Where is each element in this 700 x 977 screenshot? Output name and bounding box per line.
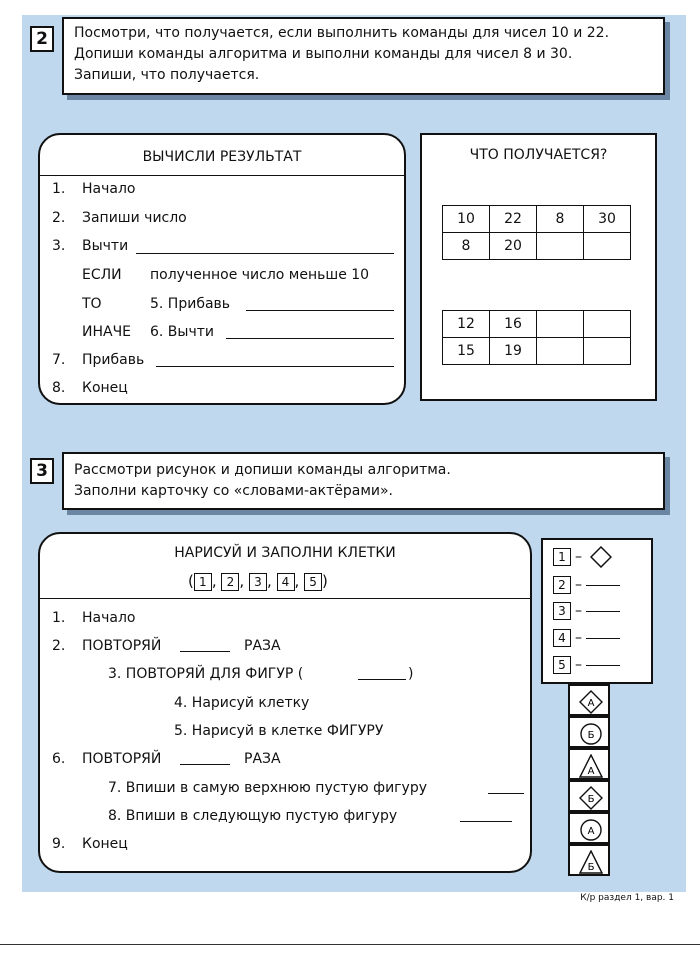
else-keyword: ИНАЧЕ xyxy=(82,324,132,340)
step-8-text: Конец xyxy=(82,380,128,396)
cell: 20 xyxy=(490,233,537,260)
cell-input[interactable] xyxy=(537,311,584,338)
legend-key-2: 2 xyxy=(553,576,571,594)
legend-row-4[interactable] xyxy=(553,629,620,647)
legend-key-3: 3 xyxy=(553,602,571,620)
task3-number: 3 xyxy=(30,458,54,484)
cell-input[interactable] xyxy=(537,233,584,260)
cell-1: 1 xyxy=(194,573,212,591)
triangle-icon xyxy=(579,754,603,778)
results-table-1 xyxy=(442,205,631,260)
compute-result-card xyxy=(38,133,406,405)
legend-key-5: 5 xyxy=(553,656,571,674)
step-7-num: 7. xyxy=(52,352,66,368)
task2-instructions xyxy=(62,17,665,95)
cell-4: 4 xyxy=(277,573,295,591)
legend-row-5[interactable] xyxy=(553,656,620,674)
legend-dash: – xyxy=(575,577,582,593)
results-title: ЧТО ПОЛУЧАЕТСЯ? xyxy=(469,147,608,163)
close-paren: ) xyxy=(322,572,328,590)
compute-result-title: ВЫЧИСЛИ РЕЗУЛЬТАТ xyxy=(142,149,302,165)
step-1-num: 1. xyxy=(52,610,66,626)
legend-blank[interactable] xyxy=(586,638,620,639)
step-6-times: РАЗА xyxy=(244,751,281,767)
figure-cell-3[interactable] xyxy=(568,748,610,780)
legend-dash: – xyxy=(575,603,582,619)
step-5-text: 5. Нарисуй в клетке ФИГУРУ xyxy=(174,723,384,739)
cells-row: ( 1 , 2 , 3 , 4 , 5 ) xyxy=(188,572,328,590)
step-2-blank[interactable] xyxy=(180,651,230,652)
task2-number: 2 xyxy=(30,26,54,52)
word-actors-card xyxy=(541,538,653,684)
legend-blank[interactable] xyxy=(586,665,620,666)
figure-letter: А xyxy=(587,766,595,777)
cell: 19 xyxy=(490,338,537,365)
cell-input[interactable] xyxy=(584,233,631,260)
step-2-num: 2. xyxy=(52,638,66,654)
figure-letter: Б xyxy=(587,794,595,805)
if-keyword: ЕСЛИ xyxy=(82,267,122,283)
legend-dash: – xyxy=(575,630,582,646)
step-7-text: 7. Впиши в самую верхнюю пустую фигуру xyxy=(108,780,427,796)
title-divider xyxy=(40,598,530,599)
draw-fill-card xyxy=(38,532,532,873)
cell-input[interactable] xyxy=(584,338,631,365)
legend-row-2[interactable] xyxy=(553,576,620,594)
step-6-num: 6. xyxy=(52,751,66,767)
step-1-text: Начало xyxy=(82,181,136,197)
step-3-num: 3. xyxy=(52,238,66,254)
step-3-text: 3. ПОВТОРЯЙ ДЛЯ ФИГУР ( xyxy=(108,666,304,682)
cell-3: 3 xyxy=(249,573,267,591)
results-panel xyxy=(420,133,657,401)
figure-letter: А xyxy=(587,698,595,709)
step-4-text: 4. Нарисуй клетку xyxy=(174,695,310,711)
legend-blank[interactable] xyxy=(586,611,620,612)
legend-row-1 xyxy=(553,546,612,568)
task2-line-1: Посмотри, что получается, если выполнить команды для чисел 10 и 22. xyxy=(74,25,610,41)
legend-row-3[interactable] xyxy=(553,602,620,620)
results-table-2 xyxy=(442,310,631,365)
cell-5: 5 xyxy=(304,573,322,591)
step-2-num: 2. xyxy=(52,210,66,226)
step-8-num: 8. xyxy=(52,380,66,396)
task2-line-2: Допиши команды алгоритма и выполни команды для чисел 8 и 30. xyxy=(74,46,573,62)
step-9-num: 9. xyxy=(52,836,66,852)
title-divider xyxy=(40,175,404,176)
step-1-num: 1. xyxy=(52,181,66,197)
step-2-repeat: ПОВТОРЯЙ xyxy=(82,638,162,654)
cell-2: 2 xyxy=(221,573,239,591)
legend-key-1: 1 xyxy=(553,548,571,566)
step-2-text: Запиши число xyxy=(82,210,187,226)
step-6-blank[interactable] xyxy=(180,764,230,765)
step-3-close: ) xyxy=(408,666,414,682)
step-8-text: 8. Впиши в следующую пустую фигуру xyxy=(108,808,398,824)
then-keyword: ТО xyxy=(82,296,102,312)
figure-letter: Б xyxy=(587,730,595,741)
open-paren: ( xyxy=(188,572,194,590)
step-3-blank[interactable] xyxy=(136,253,394,254)
step-3-text: Вычти xyxy=(82,238,129,254)
diamond-icon xyxy=(590,546,612,568)
step-6-repeat: ПОВТОРЯЙ xyxy=(82,751,162,767)
figure-letter: А xyxy=(587,826,595,837)
step-7-text: Прибавь xyxy=(82,352,145,368)
task2-line-3: Запиши, что получается. xyxy=(74,67,260,83)
cell: 10 xyxy=(443,206,490,233)
step-2-times: РАЗА xyxy=(244,638,281,654)
footer-label: К/р раздел 1, вар. 1 xyxy=(580,893,674,903)
cell: 16 xyxy=(490,311,537,338)
legend-key-4: 4 xyxy=(553,629,571,647)
cell: 15 xyxy=(443,338,490,365)
cell: 8 xyxy=(443,233,490,260)
else-blank[interactable] xyxy=(226,338,394,339)
step-1-text: Начало xyxy=(82,610,136,626)
task3-line-1: Рассмотри рисунок и допиши команды алгоритма. xyxy=(74,462,451,478)
draw-fill-title: НАРИСУЙ И ЗАПОЛНИ КЛЕТКИ xyxy=(174,545,396,561)
diamond-icon xyxy=(579,786,603,810)
figure-cell-1[interactable] xyxy=(568,684,610,716)
if-condition: полученное число меньше 10 xyxy=(150,267,370,283)
cell: 30 xyxy=(584,206,631,233)
step-8-blank[interactable] xyxy=(460,821,512,822)
else-command: 6. Вычти xyxy=(150,324,214,340)
figure-letter: Б xyxy=(587,862,595,873)
step-7-blank[interactable] xyxy=(156,366,394,367)
cell: 12 xyxy=(443,311,490,338)
figure-cell-5[interactable] xyxy=(568,812,610,844)
step-3-blank[interactable] xyxy=(358,679,406,680)
cell: 8 xyxy=(537,206,584,233)
circle-icon xyxy=(579,722,603,746)
diamond-icon xyxy=(579,690,603,714)
bottom-rule xyxy=(0,944,700,945)
step-7-blank[interactable] xyxy=(488,793,524,794)
task3-line-2: Заполни карточку со «словами-актёрами». xyxy=(74,483,394,499)
task3-instructions xyxy=(62,452,665,510)
cell-input[interactable] xyxy=(537,338,584,365)
then-command: 5. Прибавь xyxy=(150,296,231,312)
cell: 22 xyxy=(490,206,537,233)
cell-input[interactable] xyxy=(584,311,631,338)
figure-cell-4[interactable] xyxy=(568,780,610,812)
figure-cell-2[interactable] xyxy=(568,716,610,748)
figure-cell-6[interactable] xyxy=(568,844,610,876)
circle-icon xyxy=(579,818,603,842)
legend-dash: – xyxy=(575,549,582,565)
legend-dash: – xyxy=(575,657,582,673)
triangle-icon xyxy=(579,850,603,874)
then-blank[interactable] xyxy=(246,310,394,311)
step-9-text: Конец xyxy=(82,836,128,852)
legend-blank[interactable] xyxy=(586,585,620,586)
